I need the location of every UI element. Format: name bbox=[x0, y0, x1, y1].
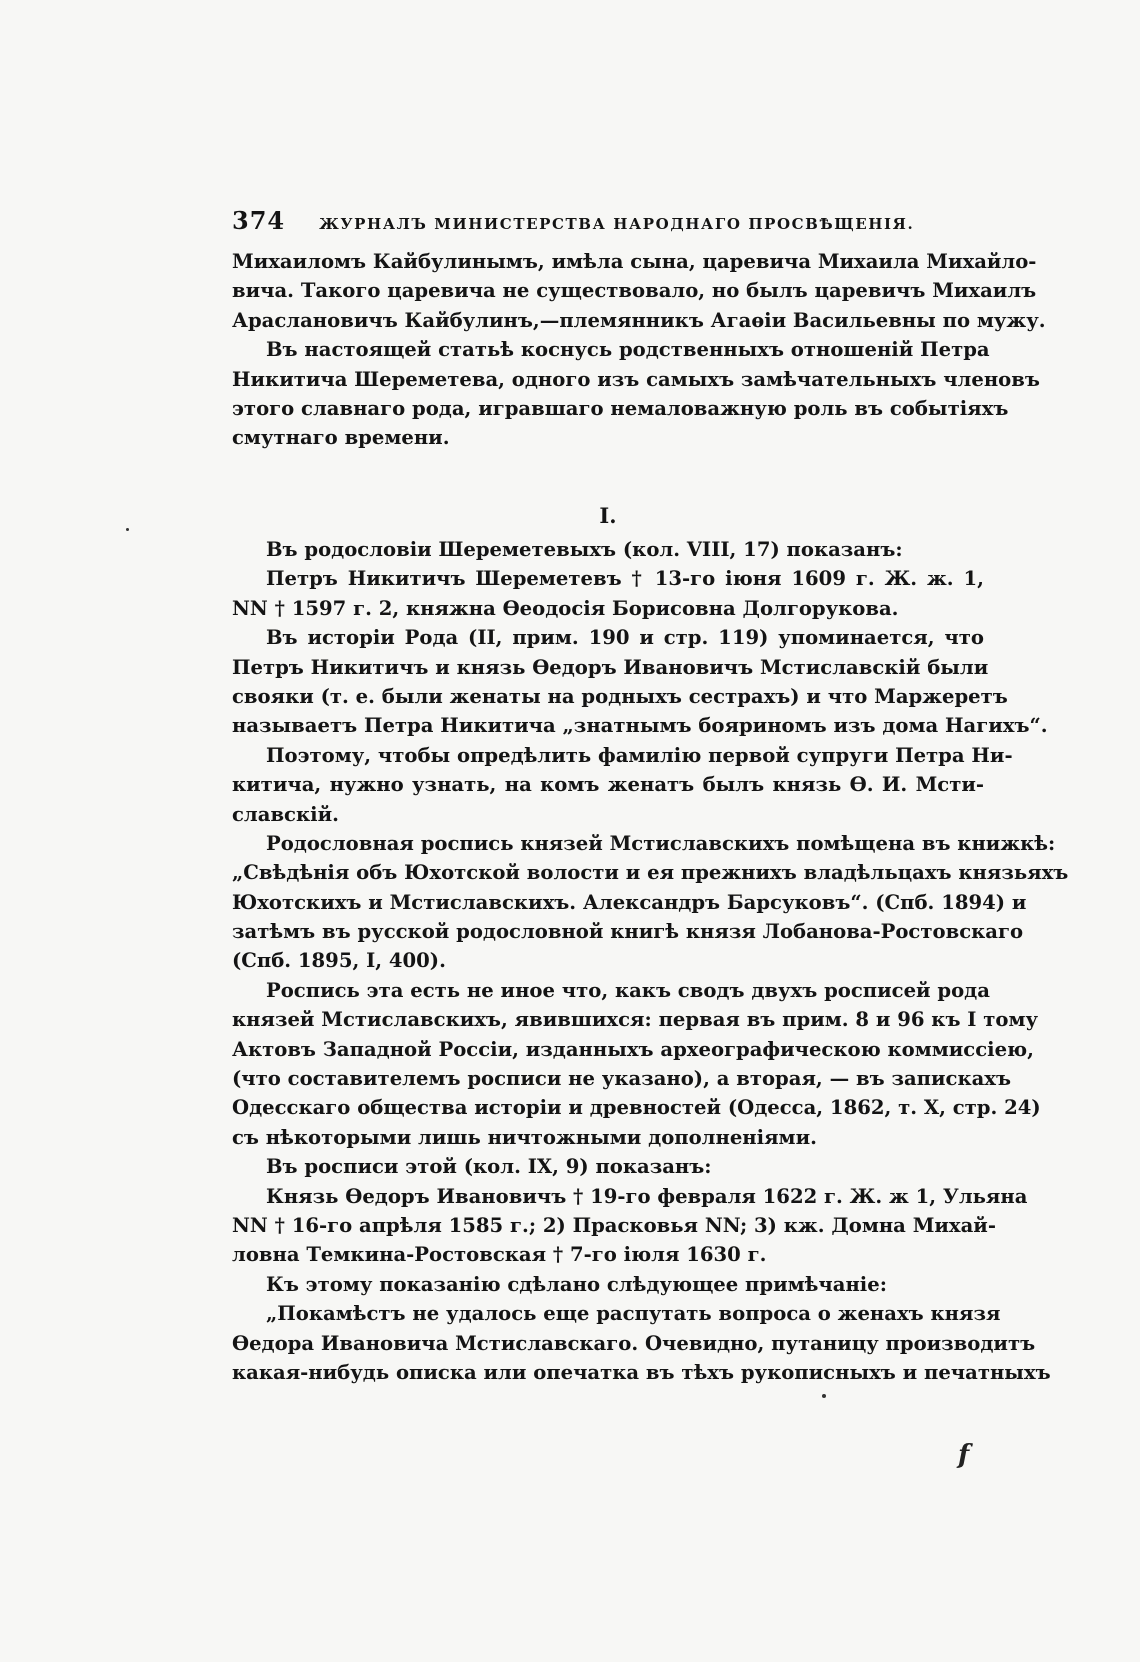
text-line: свояки (т. е. были женаты на родныхъ сестрахъ) и что Маржеретъ bbox=[232, 684, 1008, 708]
text-line: князей Мстиславскихъ, явившихся: первая въ прим. 8 и 96 къ I тому bbox=[232, 1008, 1039, 1032]
text-line: Петръ Никитичъ и князь Ѳедоръ Ивановичъ Мстиславскій были bbox=[232, 655, 989, 679]
text-line: называетъ Петра Никитича „знатнымъ бояриномъ изъ дома Нагихъ“. bbox=[232, 714, 1048, 738]
text-line: вича. Такого царевича не существовало, но былъ царевичъ Михаилъ bbox=[232, 279, 1037, 303]
page-number: 374 bbox=[232, 206, 286, 235]
text-line: „Покамѣстъ не удалось еще распутать вопроса о женахъ князя bbox=[266, 1302, 1001, 1326]
text-line: смутнаго времени. bbox=[232, 426, 450, 450]
text-block-intro bbox=[232, 247, 1046, 453]
text-block-section-one bbox=[232, 535, 1069, 1387]
signature-mark: f bbox=[958, 1440, 970, 1470]
text-line: Родословная роспись князей Мстиславскихъ помѣщена въ книжкѣ: bbox=[266, 831, 1056, 855]
text-line: Одесскаго общества исторіи и древностей (Одесса, 1862, т. X, стр. 24) bbox=[232, 1096, 1041, 1120]
text-line: Въ росписи этой (кол. IX, 9) показанъ: bbox=[266, 1155, 712, 1179]
text-line: Въ настоящей статьѣ коснусь родственныхъ отношеній Петра bbox=[266, 338, 990, 362]
text-line: съ нѣкоторыми лишь ничтожными дополненіями. bbox=[232, 1125, 817, 1149]
text-line: NN † 1597 г. 2, княжна Ѳеодосія Борисовна Долгорукова. bbox=[232, 596, 899, 620]
print-speck bbox=[126, 528, 129, 531]
running-title: ЖУРНАЛЪ МИНИСТЕРСТВА НАРОДНАГО ПРОСВѢЩЕНІЯ. bbox=[319, 215, 915, 233]
text-line: китича, нужно узнать, на комъ женатъ былъ князь Ѳ. И. Мсти- bbox=[232, 773, 984, 797]
text-line: NN † 16-го апрѣля 1585 г.; 2) Прасковья NN; 3) кж. Домна Михай- bbox=[232, 1213, 996, 1237]
text-line: (что составителемъ росписи не указано), а вторая, — въ запискахъ bbox=[232, 1067, 1012, 1091]
text-line: этого славнаго рода, игравшаго немаловажную роль въ событіяхъ bbox=[232, 396, 1009, 420]
text-line: Никитича Шереметева, одного изъ самыхъ замѣчательныхъ членовъ bbox=[232, 367, 1040, 391]
text-line: Поэтому, чтобы опредѣлить фамилію первой супруги Петра Ни- bbox=[266, 743, 1013, 767]
print-speck bbox=[822, 1394, 826, 1398]
text-line: Петръ Никитичъ Шереметевъ † 13-го іюня 1609 г. Ж. ж. 1, bbox=[266, 567, 984, 591]
page-header bbox=[232, 206, 984, 235]
text-line: славскій. bbox=[232, 802, 339, 826]
text-line: Къ этому показанію сдѣлано слѣдующее примѣчаніе: bbox=[266, 1272, 887, 1296]
text-line: Роспись эта есть не иное что, какъ сводъ двухъ росписей рода bbox=[266, 978, 990, 1002]
text-line: Ѳедора Ивановича Мстиславскаго. Очевидно, путаницу производитъ bbox=[232, 1331, 1036, 1355]
text-line: затѣмъ въ русской родословной книгѣ князя Лобанова-Ростовскаго bbox=[232, 920, 1024, 944]
text-line: (Спб. 1895, I, 400). bbox=[232, 949, 446, 973]
text-line: Араслановичъ Кайбулинъ,—племянникъ Агаѳіи Васильевны по мужу. bbox=[232, 308, 1046, 332]
text-line: Въ родословіи Шереметевыхъ (кол. VIII, 17) показанъ: bbox=[266, 538, 903, 561]
text-line: ловна Темкина-Ростовская † 7-го іюля 1630 г. bbox=[232, 1243, 767, 1267]
section-heading: I. bbox=[599, 503, 617, 528]
text-line: Актовъ Западной Россіи, изданныхъ археографическою коммиссіею, bbox=[232, 1037, 1034, 1061]
text-line: Михаиломъ Кайбулинымъ, имѣла сына, царевича Михаила Михайло- bbox=[232, 250, 1037, 273]
text-line: какая-нибудь описка или опечатка въ тѣхъ рукописныхъ и печатныхъ bbox=[232, 1360, 1051, 1384]
text-line: Въ исторіи Рода (II, прим. 190 и стр. 119) упоминается, что bbox=[266, 626, 984, 650]
text-line: „Свѣдѣнія объ Юхотской волости и ея прежнихъ владѣльцахъ князьяхъ bbox=[232, 861, 1069, 885]
text-line: Князь Ѳедоръ Ивановичъ † 19-го февраля 1622 г. Ж. ж 1, Ульяна bbox=[266, 1184, 1028, 1208]
text-line: Юхотскихъ и Мстиславскихъ. Александръ Барсуковъ“. (Спб. 1894) и bbox=[232, 890, 1027, 914]
